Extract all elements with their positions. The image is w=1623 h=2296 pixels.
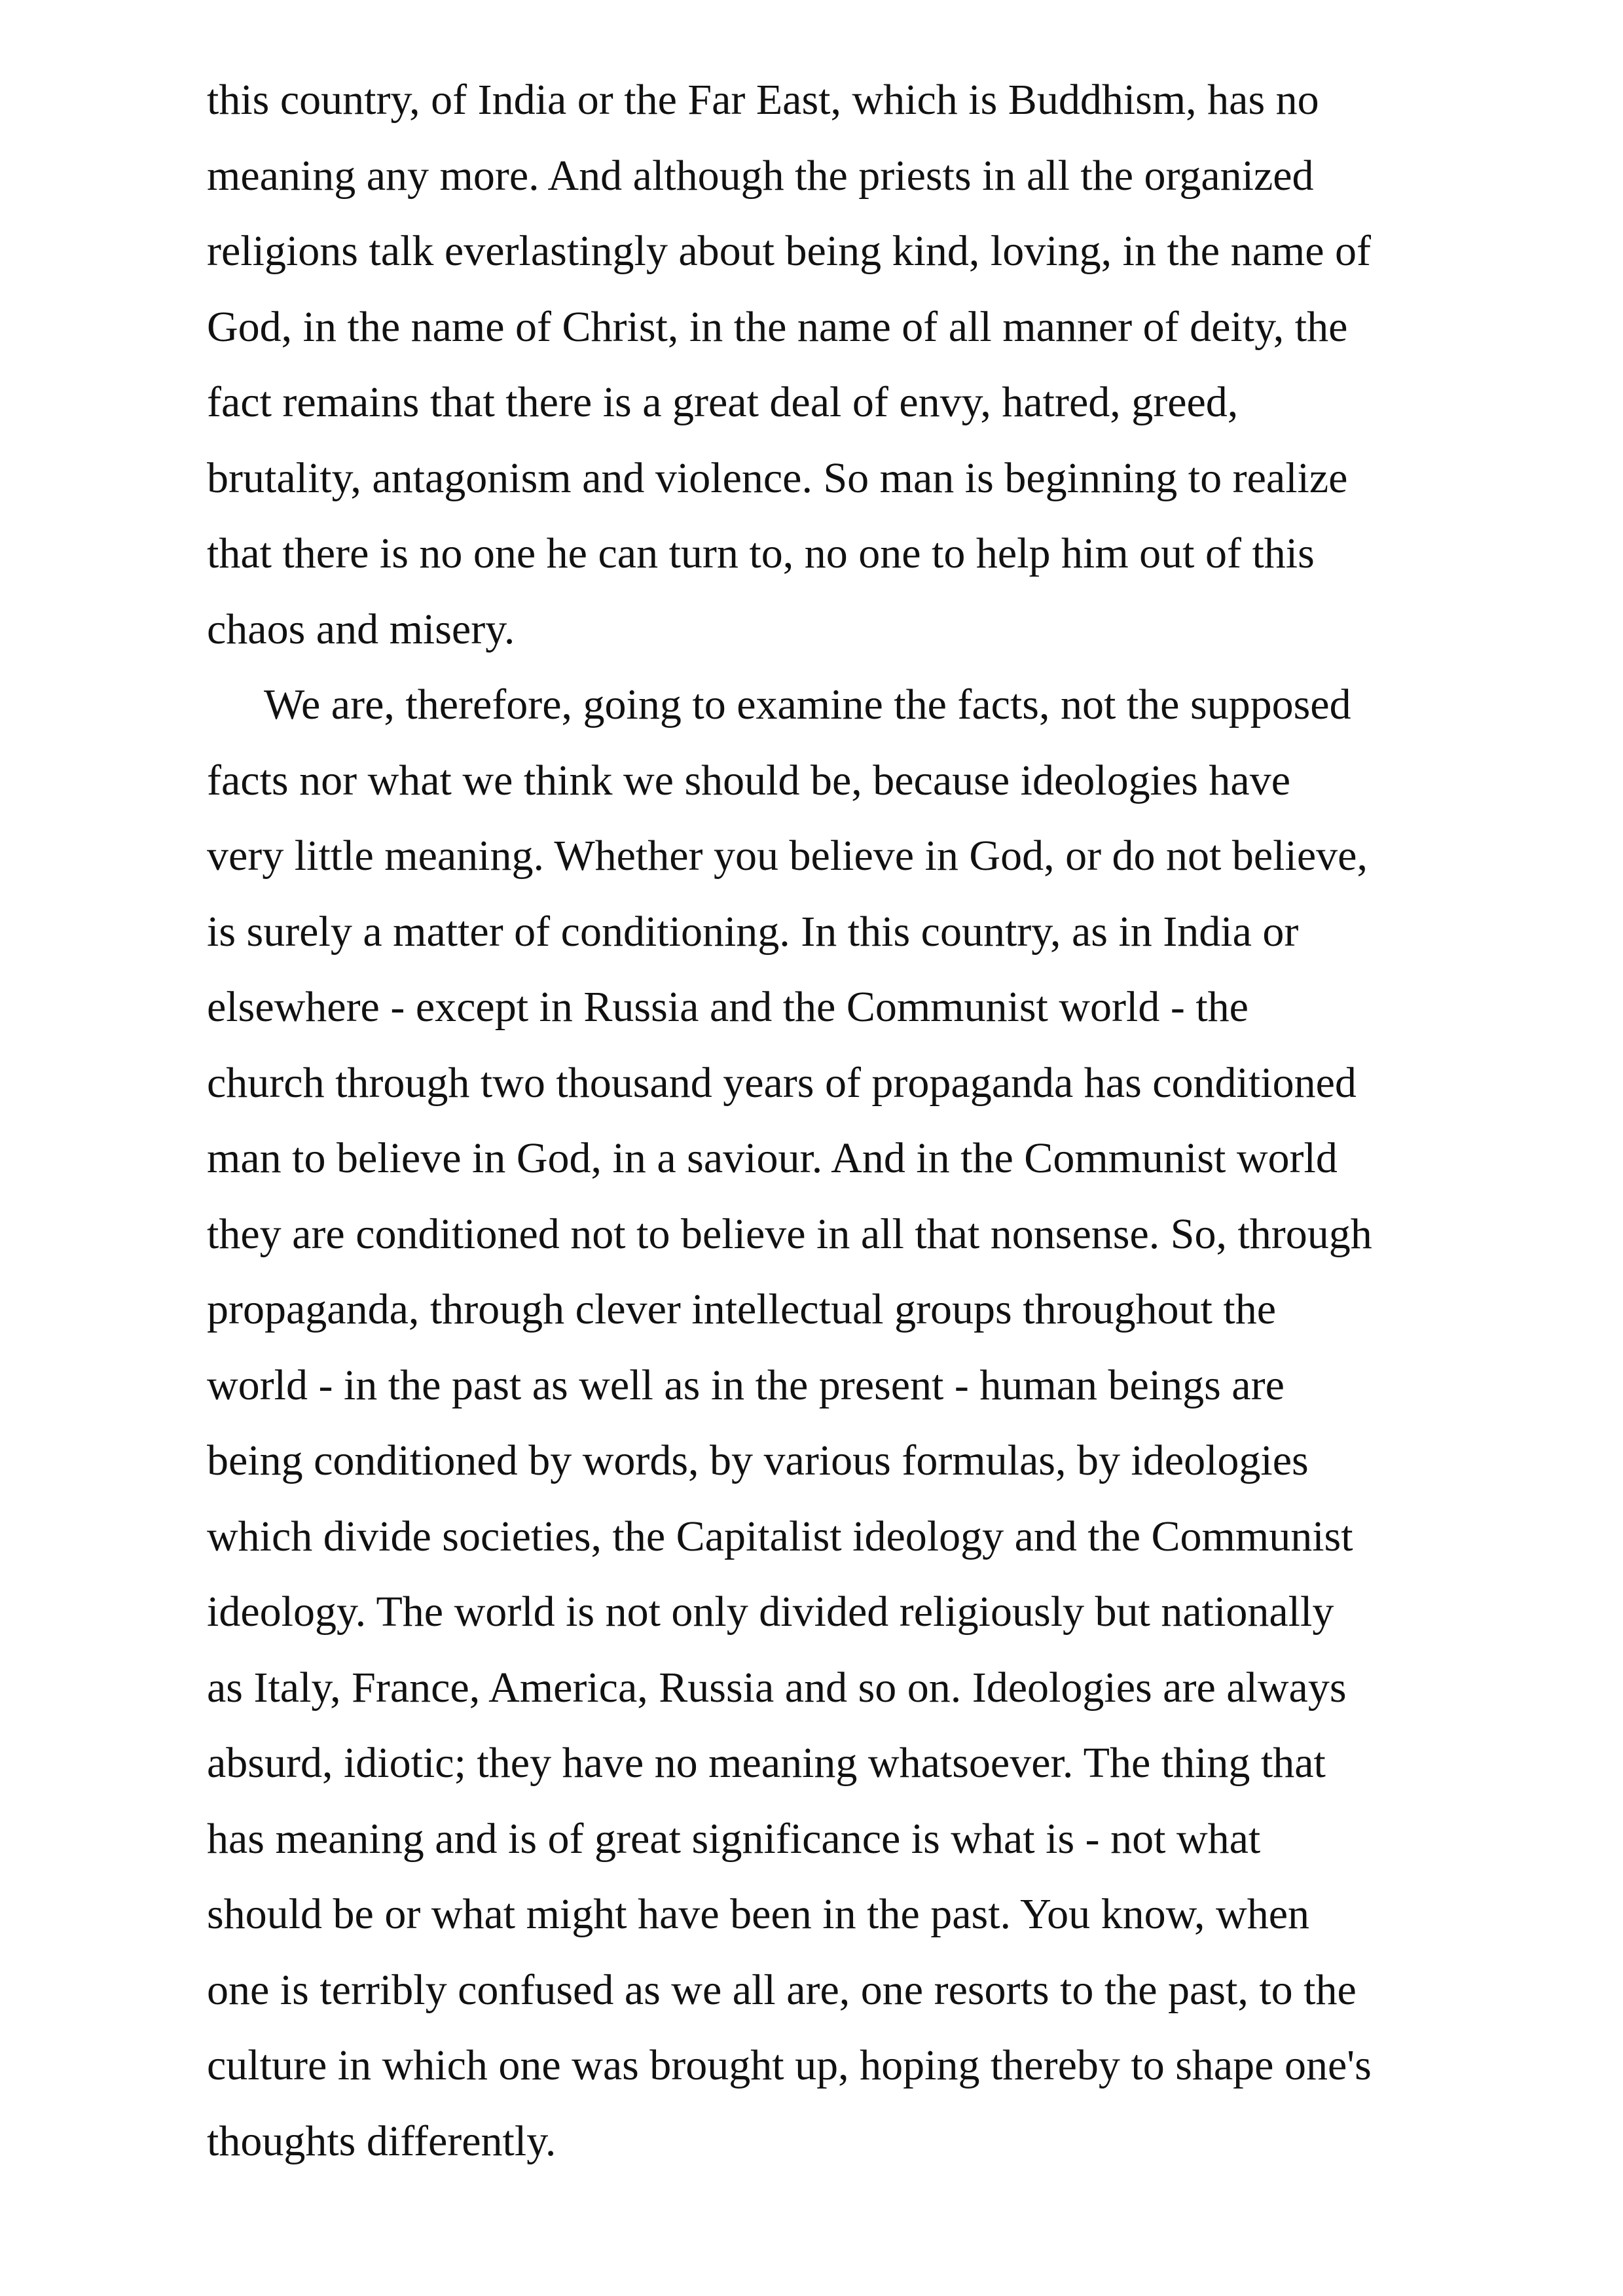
text-line: being conditioned by words, by various formulas, by ideologies	[207, 1437, 1309, 1484]
text-line: brutality, antagonism and violence. So man is beginning to realize	[207, 454, 1348, 502]
text-line: facts nor what we think we should be, because ideologies have	[207, 756, 1290, 804]
text-line: chaos and misery.	[207, 605, 515, 653]
paragraph-1	[207, 62, 1451, 667]
text-line: church through two thousand years of propaganda has conditioned	[207, 1058, 1357, 1107]
text-line: thoughts differently.	[207, 2117, 556, 2165]
text-line: should be or what might have been in the past. You know, when	[207, 1890, 1309, 1938]
text-line: which divide societies, the Capitalist ideology and the Communist	[207, 1512, 1353, 1560]
text-line: as Italy, France, America, Russia and so on. Ideologies are always	[207, 1663, 1347, 1712]
text-line: absurd, idiotic; they have no meaning whatsoever. The thing that	[207, 1739, 1326, 1787]
text-line: this country, of India or the Far East, which is Buddhism, has no	[207, 76, 1319, 124]
text-line: world - in the past as well as in the present - human beings are	[207, 1361, 1285, 1409]
text-line: man to believe in God, in a saviour. And in the Communist world	[207, 1134, 1338, 1182]
text-line: has meaning and is of great significance is what is - not what	[207, 1814, 1261, 1863]
text-line: We are, therefore, going to examine the facts, not the supposed	[264, 681, 1351, 728]
text-line: is surely a matter of conditioning. In this country, as in India or	[207, 907, 1299, 956]
text-line: they are conditioned not to believe in all that nonsense. So, through	[207, 1210, 1372, 1258]
text-line: very little meaning. Whether you believe in God, or do not believe,	[207, 832, 1368, 880]
text-line: elsewhere - except in Russia and the Communist world - the	[207, 983, 1249, 1031]
paragraph-2	[207, 667, 1451, 2179]
text-line: God, in the name of Christ, in the name of all manner of deity, the	[207, 302, 1348, 351]
text-line: fact remains that there is a great deal of envy, hatred, greed,	[207, 378, 1239, 426]
text-line: culture in which one was brought up, hoping thereby to shape one's	[207, 2041, 1372, 2089]
text-line: one is terribly confused as we all are, one resorts to the past, to the	[207, 1965, 1357, 2014]
text-line: ideology. The world is not only divided religiously but nationally	[207, 1588, 1334, 1636]
text-line: meaning any more. And although the priests in all the organized	[207, 151, 1314, 200]
text-line: that there is no one he can turn to, no one to help him out of this	[207, 529, 1315, 577]
body-text	[207, 62, 1451, 2179]
text-line: propaganda, through clever intellectual groups throughout the	[207, 1285, 1277, 1333]
text-line: religions talk everlastingly about being kind, loving, in the name of	[207, 227, 1371, 275]
